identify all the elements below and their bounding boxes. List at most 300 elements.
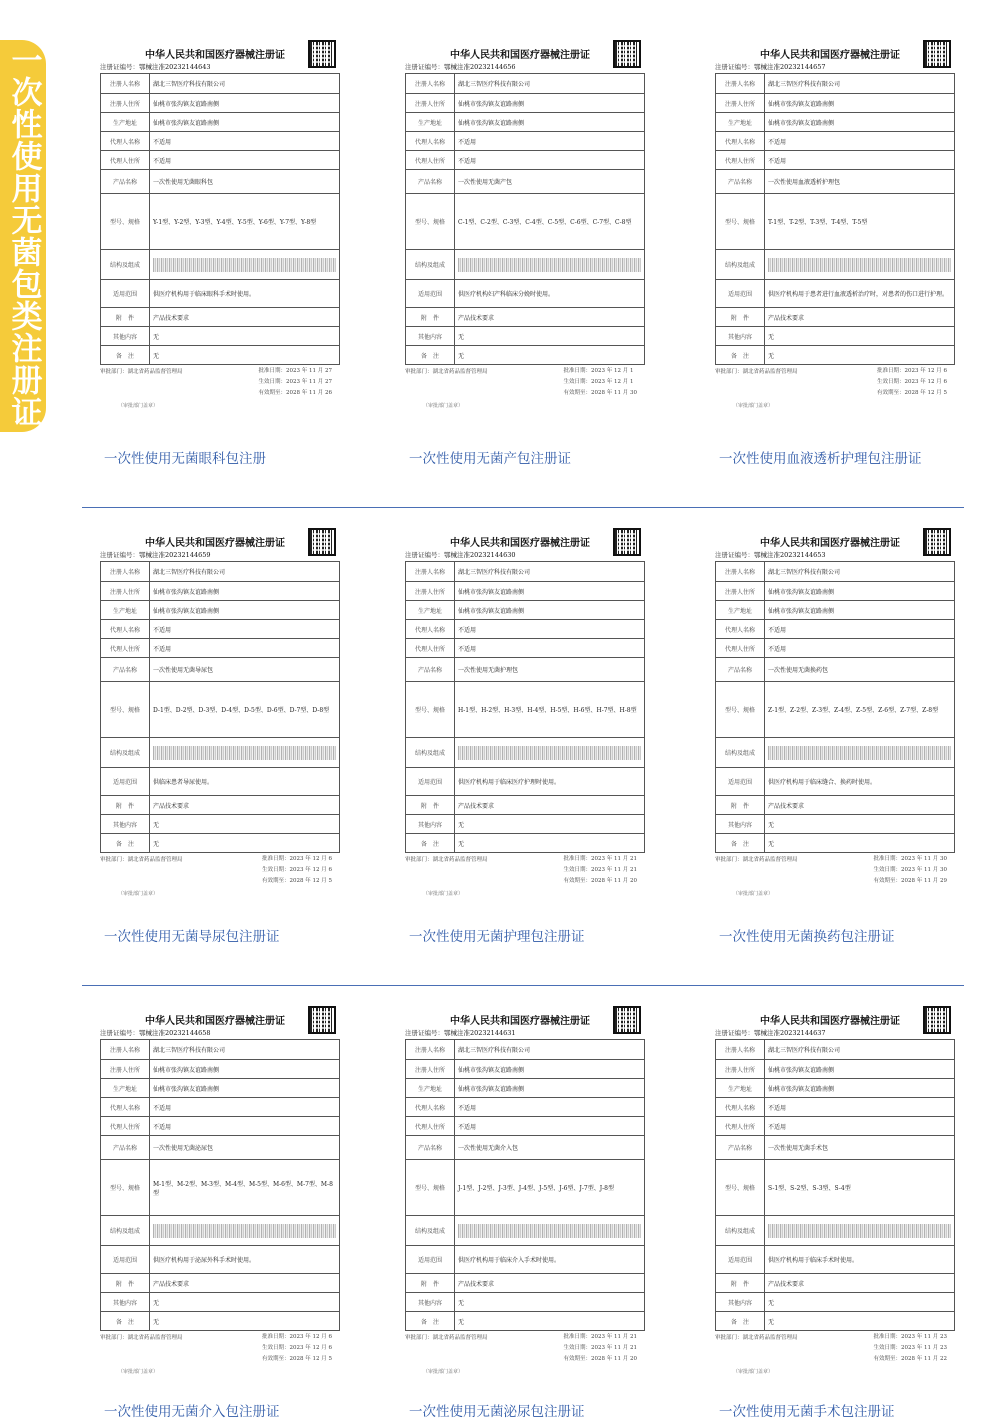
field-label: 型号、规格 xyxy=(406,682,455,738)
reg-value: 鄂械注准20232144657 xyxy=(754,63,826,71)
expiry-date xyxy=(563,1354,637,1365)
table-row xyxy=(101,250,340,280)
table-row xyxy=(101,768,340,796)
field-label: 产品名称 xyxy=(406,658,455,682)
effective-value: 2023 年 12 月 6 xyxy=(289,867,332,873)
certificate-card xyxy=(705,528,955,914)
effective-label: 生效日期： xyxy=(261,867,290,873)
field-label: 结构及组成 xyxy=(101,250,150,280)
field-label: 产品名称 xyxy=(406,170,455,194)
certificate-caption: 一次性使用无菌手术包注册证 xyxy=(719,1404,895,1420)
field-value: 产品技术要求 xyxy=(455,796,645,815)
field-label: 注册人名称 xyxy=(406,74,455,94)
certificate-caption: 一次性使用无菌产包注册证 xyxy=(409,451,571,467)
effective-date xyxy=(563,1343,637,1354)
effective-date xyxy=(563,865,637,876)
field-value: 无 xyxy=(150,834,340,853)
table-row xyxy=(716,1117,955,1136)
expiry-value: 2028 年 11 月 20 xyxy=(591,878,637,884)
row-divider xyxy=(82,985,964,986)
field-label: 适用范围 xyxy=(716,768,765,796)
field-label: 其他内容 xyxy=(406,327,455,346)
effective-value: 2023 年 11 月 27 xyxy=(286,379,332,385)
registration-number xyxy=(405,550,516,559)
approve-value: 2023 年 12 月 6 xyxy=(904,368,947,374)
field-label: 注册人住所 xyxy=(406,94,455,113)
field-label: 生产地址 xyxy=(716,1079,765,1098)
table-row xyxy=(716,1274,955,1293)
field-value: 不适用 xyxy=(765,1117,955,1136)
effective-value: 2023 年 11 月 23 xyxy=(901,1345,947,1351)
field-label: 其他内容 xyxy=(716,1293,765,1312)
dates-block xyxy=(262,854,332,887)
field-label: 代理人名称 xyxy=(406,132,455,151)
registration-number xyxy=(100,62,211,71)
table-row xyxy=(716,308,955,327)
approve-value: 2023 年 11 月 23 xyxy=(901,1334,947,1340)
effective-value: 2023 年 12 月 6 xyxy=(904,379,947,385)
field-value: 仙桃市张沟镇友谊路南侧 xyxy=(765,1079,955,1098)
table-row xyxy=(406,1160,645,1216)
field-label: 注册人名称 xyxy=(406,1040,455,1060)
certificate-caption: 一次性使用无菌眼科包注册 xyxy=(104,451,266,467)
approve-date xyxy=(873,854,947,865)
field-label: 代理人名称 xyxy=(101,1098,150,1117)
field-label: 注册人住所 xyxy=(716,94,765,113)
table-row xyxy=(101,738,340,768)
field-value: 供医疗机构妇产科临床分娩时使用。 xyxy=(455,280,645,308)
approve-label: 批准日期： xyxy=(563,856,591,862)
approve-label: 批准日期： xyxy=(261,856,290,862)
approve-label: 批准日期： xyxy=(563,1334,591,1340)
field-label: 型号、规格 xyxy=(101,1160,150,1216)
field-value: 仙桃市张沟镇友谊路南侧 xyxy=(455,582,645,601)
table-row xyxy=(101,1079,340,1098)
table-row xyxy=(716,1040,955,1060)
field-value: J-1型、J-2型、J-3型、J-4型、J-5型、J-6型、J-7型、J-8型 xyxy=(455,1160,645,1216)
expiry-value: 2028 年 11 月 20 xyxy=(591,1356,637,1362)
field-label: 代理人名称 xyxy=(716,132,765,151)
side-title: 一次性使用无菌包类注册证 xyxy=(5,44,42,428)
effective-value: 2023 年 11 月 21 xyxy=(591,1345,637,1351)
field-label: 其他内容 xyxy=(101,815,150,834)
seal-note: （审批部门盖章） xyxy=(118,891,159,897)
field-label: 备 注 xyxy=(101,1312,150,1331)
field-value: Y-1型、Y-2型、Y-3型、Y-4型、Y-5型、Y-6型、Y-7型、Y-8型 xyxy=(150,194,340,250)
registration-number xyxy=(100,1028,211,1037)
table-row xyxy=(406,74,645,94)
certificate-card xyxy=(395,40,645,426)
field-value: 不适用 xyxy=(150,151,340,170)
table-row xyxy=(406,834,645,853)
field-value: 无 xyxy=(455,327,645,346)
field-label: 备 注 xyxy=(101,834,150,853)
field-value: 一次性使用无菌产包 xyxy=(455,170,645,194)
table-row xyxy=(716,682,955,738)
field-label: 备 注 xyxy=(716,1312,765,1331)
field-label: 型号、规格 xyxy=(101,682,150,738)
table-row xyxy=(716,738,955,768)
field-value-redacted xyxy=(455,738,645,768)
field-value: 一次性使用无菌换药包 xyxy=(765,658,955,682)
table-row xyxy=(101,74,340,94)
field-value: 湖北三智医疗科技有限公司 xyxy=(765,562,955,582)
table-row xyxy=(101,658,340,682)
table-row xyxy=(716,1312,955,1331)
effective-date xyxy=(262,865,332,876)
qr-code-icon xyxy=(308,40,336,68)
redacted-block xyxy=(153,746,336,760)
certificate-table xyxy=(100,561,340,853)
field-value: 仙桃市张沟镇友谊路南侧 xyxy=(150,1079,340,1098)
field-label: 产品名称 xyxy=(406,1136,455,1160)
field-value: 不适用 xyxy=(765,151,955,170)
qr-code-icon xyxy=(923,40,951,68)
approve-value: 2023 年 11 月 21 xyxy=(591,1334,637,1340)
field-value: 供医疗机构用于临床缝合、换药时使用。 xyxy=(765,768,955,796)
field-value: 产品技术要求 xyxy=(455,1274,645,1293)
table-row xyxy=(101,1216,340,1246)
expiry-date xyxy=(873,876,947,887)
table-row xyxy=(101,113,340,132)
qr-code-icon xyxy=(923,1006,951,1034)
qr-code-icon xyxy=(613,40,641,68)
field-value: S-1型、S-2型、S-3型、S-4型 xyxy=(765,1160,955,1216)
field-label: 附 件 xyxy=(716,796,765,815)
approve-value: 2023 年 11 月 30 xyxy=(901,856,947,862)
table-row xyxy=(406,308,645,327)
field-value: 无 xyxy=(455,1312,645,1331)
field-value: 供医疗机构用于临床眼科手术时使用。 xyxy=(150,280,340,308)
table-row xyxy=(406,639,645,658)
table-row xyxy=(406,280,645,308)
field-label: 结构及组成 xyxy=(716,250,765,280)
field-value: 无 xyxy=(765,815,955,834)
field-value: 仙桃市张沟镇友谊路南侧 xyxy=(455,113,645,132)
field-label: 代理人名称 xyxy=(101,620,150,639)
table-row xyxy=(716,562,955,582)
field-label: 附 件 xyxy=(101,308,150,327)
reg-value: 鄂械注准20232144658 xyxy=(139,1029,211,1037)
field-label: 产品名称 xyxy=(716,1136,765,1160)
field-label: 备 注 xyxy=(716,346,765,365)
field-value: 不适用 xyxy=(150,639,340,658)
field-value: 不适用 xyxy=(455,1098,645,1117)
dates-block xyxy=(873,1332,947,1365)
field-value: 无 xyxy=(150,1312,340,1331)
field-label: 注册人住所 xyxy=(406,582,455,601)
table-row xyxy=(406,562,645,582)
effective-label: 生效日期： xyxy=(563,1345,591,1351)
field-value-redacted xyxy=(765,738,955,768)
approve-date xyxy=(262,1332,332,1343)
field-value: 无 xyxy=(765,834,955,853)
table-row xyxy=(716,132,955,151)
field-label: 结构及组成 xyxy=(101,1216,150,1246)
field-label: 生产地址 xyxy=(406,113,455,132)
field-label: 代理人住所 xyxy=(716,1117,765,1136)
field-label: 型号、规格 xyxy=(716,194,765,250)
certificate-card xyxy=(705,40,955,426)
dates-block xyxy=(563,854,637,887)
reg-label: 注册证编号： xyxy=(715,1029,754,1037)
table-row xyxy=(406,1098,645,1117)
approve-label: 批准日期： xyxy=(261,1334,290,1340)
field-value: 不适用 xyxy=(150,1117,340,1136)
approve-date xyxy=(258,366,332,377)
table-row xyxy=(406,170,645,194)
field-value: 不适用 xyxy=(455,620,645,639)
field-value: 无 xyxy=(765,327,955,346)
expiry-label: 有效期至： xyxy=(876,390,905,396)
table-row xyxy=(406,132,645,151)
registration-number xyxy=(715,550,826,559)
table-row xyxy=(406,1079,645,1098)
approve-value: 2023 年 12 月 6 xyxy=(289,856,332,862)
seal-note: （审批部门盖章） xyxy=(118,403,159,409)
field-label: 适用范围 xyxy=(406,1246,455,1274)
table-row xyxy=(406,1117,645,1136)
dates-block xyxy=(563,366,637,399)
certificate-table xyxy=(715,73,955,365)
table-row xyxy=(101,1274,340,1293)
table-row xyxy=(406,601,645,620)
expiry-label: 有效期至： xyxy=(258,390,286,396)
certificate-card xyxy=(90,528,340,914)
table-row xyxy=(101,682,340,738)
issuer: 审批部门：湖北省药品监督管理局 xyxy=(715,857,798,863)
reg-value: 鄂械注准20232144631 xyxy=(444,1029,516,1037)
field-value: Z-1型、Z-2型、Z-3型、Z-4型、Z-5型、Z-6型、Z-7型、Z-8型 xyxy=(765,682,955,738)
table-row xyxy=(101,151,340,170)
field-value: 不适用 xyxy=(765,1098,955,1117)
field-value: 无 xyxy=(455,1293,645,1312)
table-row xyxy=(716,1079,955,1098)
field-value: 一次性使用无菌眼科包 xyxy=(150,170,340,194)
issuer: 审批部门：湖北省药品监督管理局 xyxy=(715,1335,798,1341)
certificate-card xyxy=(395,528,645,914)
effective-label: 生效日期： xyxy=(873,867,901,873)
table-row xyxy=(101,1136,340,1160)
field-label: 代理人名称 xyxy=(716,1098,765,1117)
expiry-label: 有效期至： xyxy=(873,878,901,884)
field-label: 适用范围 xyxy=(101,1246,150,1274)
field-label: 备 注 xyxy=(716,834,765,853)
field-label: 生产地址 xyxy=(716,601,765,620)
reg-value: 鄂械注准20232144656 xyxy=(444,63,516,71)
table-row xyxy=(406,620,645,639)
field-label: 附 件 xyxy=(716,1274,765,1293)
seal-note: （审批部门盖章） xyxy=(733,403,774,409)
field-value: 产品技术要求 xyxy=(455,308,645,327)
table-row xyxy=(101,1117,340,1136)
field-value: 一次性使用血液透析护理包 xyxy=(765,170,955,194)
table-row xyxy=(406,1040,645,1060)
effective-date xyxy=(262,1343,332,1354)
seal-note: （审批部门盖章） xyxy=(423,1369,464,1375)
table-row xyxy=(406,113,645,132)
field-label: 结构及组成 xyxy=(406,738,455,768)
field-label: 生产地址 xyxy=(406,1079,455,1098)
qr-code-icon xyxy=(923,528,951,556)
registration-number xyxy=(715,1028,826,1037)
reg-label: 注册证编号： xyxy=(405,551,444,559)
field-value-redacted xyxy=(765,250,955,280)
field-value: 无 xyxy=(150,815,340,834)
effective-value: 2023 年 11 月 21 xyxy=(591,867,637,873)
field-value: 湖北三智医疗科技有限公司 xyxy=(765,74,955,94)
field-value: 仙桃市张沟镇友谊路南侧 xyxy=(150,582,340,601)
field-value: 不适用 xyxy=(150,132,340,151)
table-row xyxy=(101,815,340,834)
expiry-date xyxy=(563,388,637,399)
field-value: 不适用 xyxy=(455,639,645,658)
field-label: 注册人住所 xyxy=(101,582,150,601)
table-row xyxy=(406,738,645,768)
field-label: 型号、规格 xyxy=(716,682,765,738)
field-label: 注册人名称 xyxy=(716,74,765,94)
table-row xyxy=(716,1293,955,1312)
field-value: 供医疗机构用于患者进行血液透析治疗时，对患者的伤口进行护理。 xyxy=(765,280,955,308)
field-label: 附 件 xyxy=(406,308,455,327)
field-value: 不适用 xyxy=(455,132,645,151)
certificate-title: 中华人民共和国医疗器械注册证 xyxy=(450,538,590,549)
approve-date xyxy=(563,854,637,865)
table-row xyxy=(406,1136,645,1160)
field-value: C-1型、C-2型、C-3型、C-4型、C-5型、C-6型、C-7型、C-8型 xyxy=(455,194,645,250)
table-row xyxy=(716,346,955,365)
field-value: 湖北三智医疗科技有限公司 xyxy=(150,1040,340,1060)
field-label: 备 注 xyxy=(406,346,455,365)
field-label: 注册人名称 xyxy=(101,562,150,582)
field-label: 注册人名称 xyxy=(716,1040,765,1060)
table-row xyxy=(406,1216,645,1246)
certificate-title: 中华人民共和国医疗器械注册证 xyxy=(760,1016,900,1027)
field-label: 附 件 xyxy=(406,1274,455,1293)
field-value: 产品技术要求 xyxy=(765,796,955,815)
table-row xyxy=(716,658,955,682)
issuer: 审批部门：湖北省药品监督管理局 xyxy=(715,369,798,375)
row-divider xyxy=(82,507,964,508)
qr-code-icon xyxy=(613,528,641,556)
reg-label: 注册证编号： xyxy=(100,63,139,71)
certificate-table xyxy=(100,1039,340,1331)
reg-value: 鄂械注准20232144659 xyxy=(139,551,211,559)
field-label: 其他内容 xyxy=(716,815,765,834)
table-row xyxy=(406,1312,645,1331)
field-label: 结构及组成 xyxy=(406,250,455,280)
field-label: 其他内容 xyxy=(716,327,765,346)
field-value-redacted xyxy=(765,1216,955,1246)
field-label: 生产地址 xyxy=(101,601,150,620)
table-row xyxy=(716,327,955,346)
redacted-block xyxy=(153,1224,336,1238)
effective-date xyxy=(258,377,332,388)
field-label: 代理人住所 xyxy=(716,639,765,658)
table-row xyxy=(716,151,955,170)
field-label: 其他内容 xyxy=(406,1293,455,1312)
field-label: 型号、规格 xyxy=(406,194,455,250)
certificate-card xyxy=(395,1006,645,1392)
field-label: 注册人名称 xyxy=(716,562,765,582)
certificate-table xyxy=(715,1039,955,1331)
table-row xyxy=(716,1246,955,1274)
expiry-label: 有效期至： xyxy=(261,878,290,884)
field-value: D-1型、D-2型、D-3型、D-4型、D-5型、D-6型、D-7型、D-8型 xyxy=(150,682,340,738)
redacted-block xyxy=(768,1224,951,1238)
field-label: 其他内容 xyxy=(101,1293,150,1312)
table-row xyxy=(716,768,955,796)
certificate-table xyxy=(715,561,955,853)
effective-date xyxy=(873,1343,947,1354)
expiry-value: 2028 年 11 月 26 xyxy=(286,390,332,396)
certificate-table xyxy=(405,1039,645,1331)
field-label: 结构及组成 xyxy=(101,738,150,768)
field-value: 湖北三智医疗科技有限公司 xyxy=(455,74,645,94)
field-label: 备 注 xyxy=(406,1312,455,1331)
expiry-date xyxy=(262,876,332,887)
approve-label: 批准日期： xyxy=(873,856,901,862)
field-label: 代理人名称 xyxy=(406,1098,455,1117)
approve-label: 批准日期： xyxy=(258,368,286,374)
table-row xyxy=(716,1216,955,1246)
expiry-date xyxy=(877,388,947,399)
dates-block xyxy=(563,1332,637,1365)
reg-value: 鄂械注准20232144637 xyxy=(754,1029,826,1037)
table-row xyxy=(101,1293,340,1312)
redacted-block xyxy=(458,258,641,272)
table-row xyxy=(101,280,340,308)
field-label: 附 件 xyxy=(716,308,765,327)
field-label: 产品名称 xyxy=(101,658,150,682)
certificate-table xyxy=(100,73,340,365)
approve-date xyxy=(563,366,637,377)
table-row xyxy=(101,1246,340,1274)
field-value: 产品技术要求 xyxy=(765,308,955,327)
field-label: 注册人名称 xyxy=(406,562,455,582)
field-value: 仙桃市张沟镇友谊路南侧 xyxy=(455,1079,645,1098)
field-label: 注册人住所 xyxy=(101,94,150,113)
table-row xyxy=(101,601,340,620)
field-value: 一次性使用无菌泌尿包 xyxy=(150,1136,340,1160)
field-label: 注册人住所 xyxy=(101,1060,150,1079)
field-value: 一次性使用无菌导尿包 xyxy=(150,658,340,682)
certificate-caption: 一次性使用无菌导尿包注册证 xyxy=(104,929,280,945)
approve-label: 批准日期： xyxy=(873,1334,901,1340)
certificate-caption: 一次性使用血液透析护理包注册证 xyxy=(719,451,922,467)
field-value: 仙桃市张沟镇友谊路南侧 xyxy=(455,94,645,113)
field-label: 其他内容 xyxy=(101,327,150,346)
table-row xyxy=(716,834,955,853)
table-row xyxy=(101,1040,340,1060)
table-row xyxy=(716,1136,955,1160)
table-row xyxy=(101,620,340,639)
certificate-card xyxy=(705,1006,955,1392)
field-label: 代理人住所 xyxy=(406,639,455,658)
qr-code-icon xyxy=(308,1006,336,1034)
field-value: 湖北三智医疗科技有限公司 xyxy=(150,562,340,582)
table-row xyxy=(716,194,955,250)
expiry-date xyxy=(258,388,332,399)
table-row xyxy=(101,639,340,658)
field-label: 备 注 xyxy=(101,346,150,365)
field-label: 代理人名称 xyxy=(716,620,765,639)
field-value: 仙桃市张沟镇友谊路南侧 xyxy=(765,94,955,113)
seal-note: （审批部门盖章） xyxy=(733,1369,774,1375)
table-row xyxy=(716,1160,955,1216)
reg-label: 注册证编号： xyxy=(715,551,754,559)
field-value-redacted xyxy=(150,1216,340,1246)
